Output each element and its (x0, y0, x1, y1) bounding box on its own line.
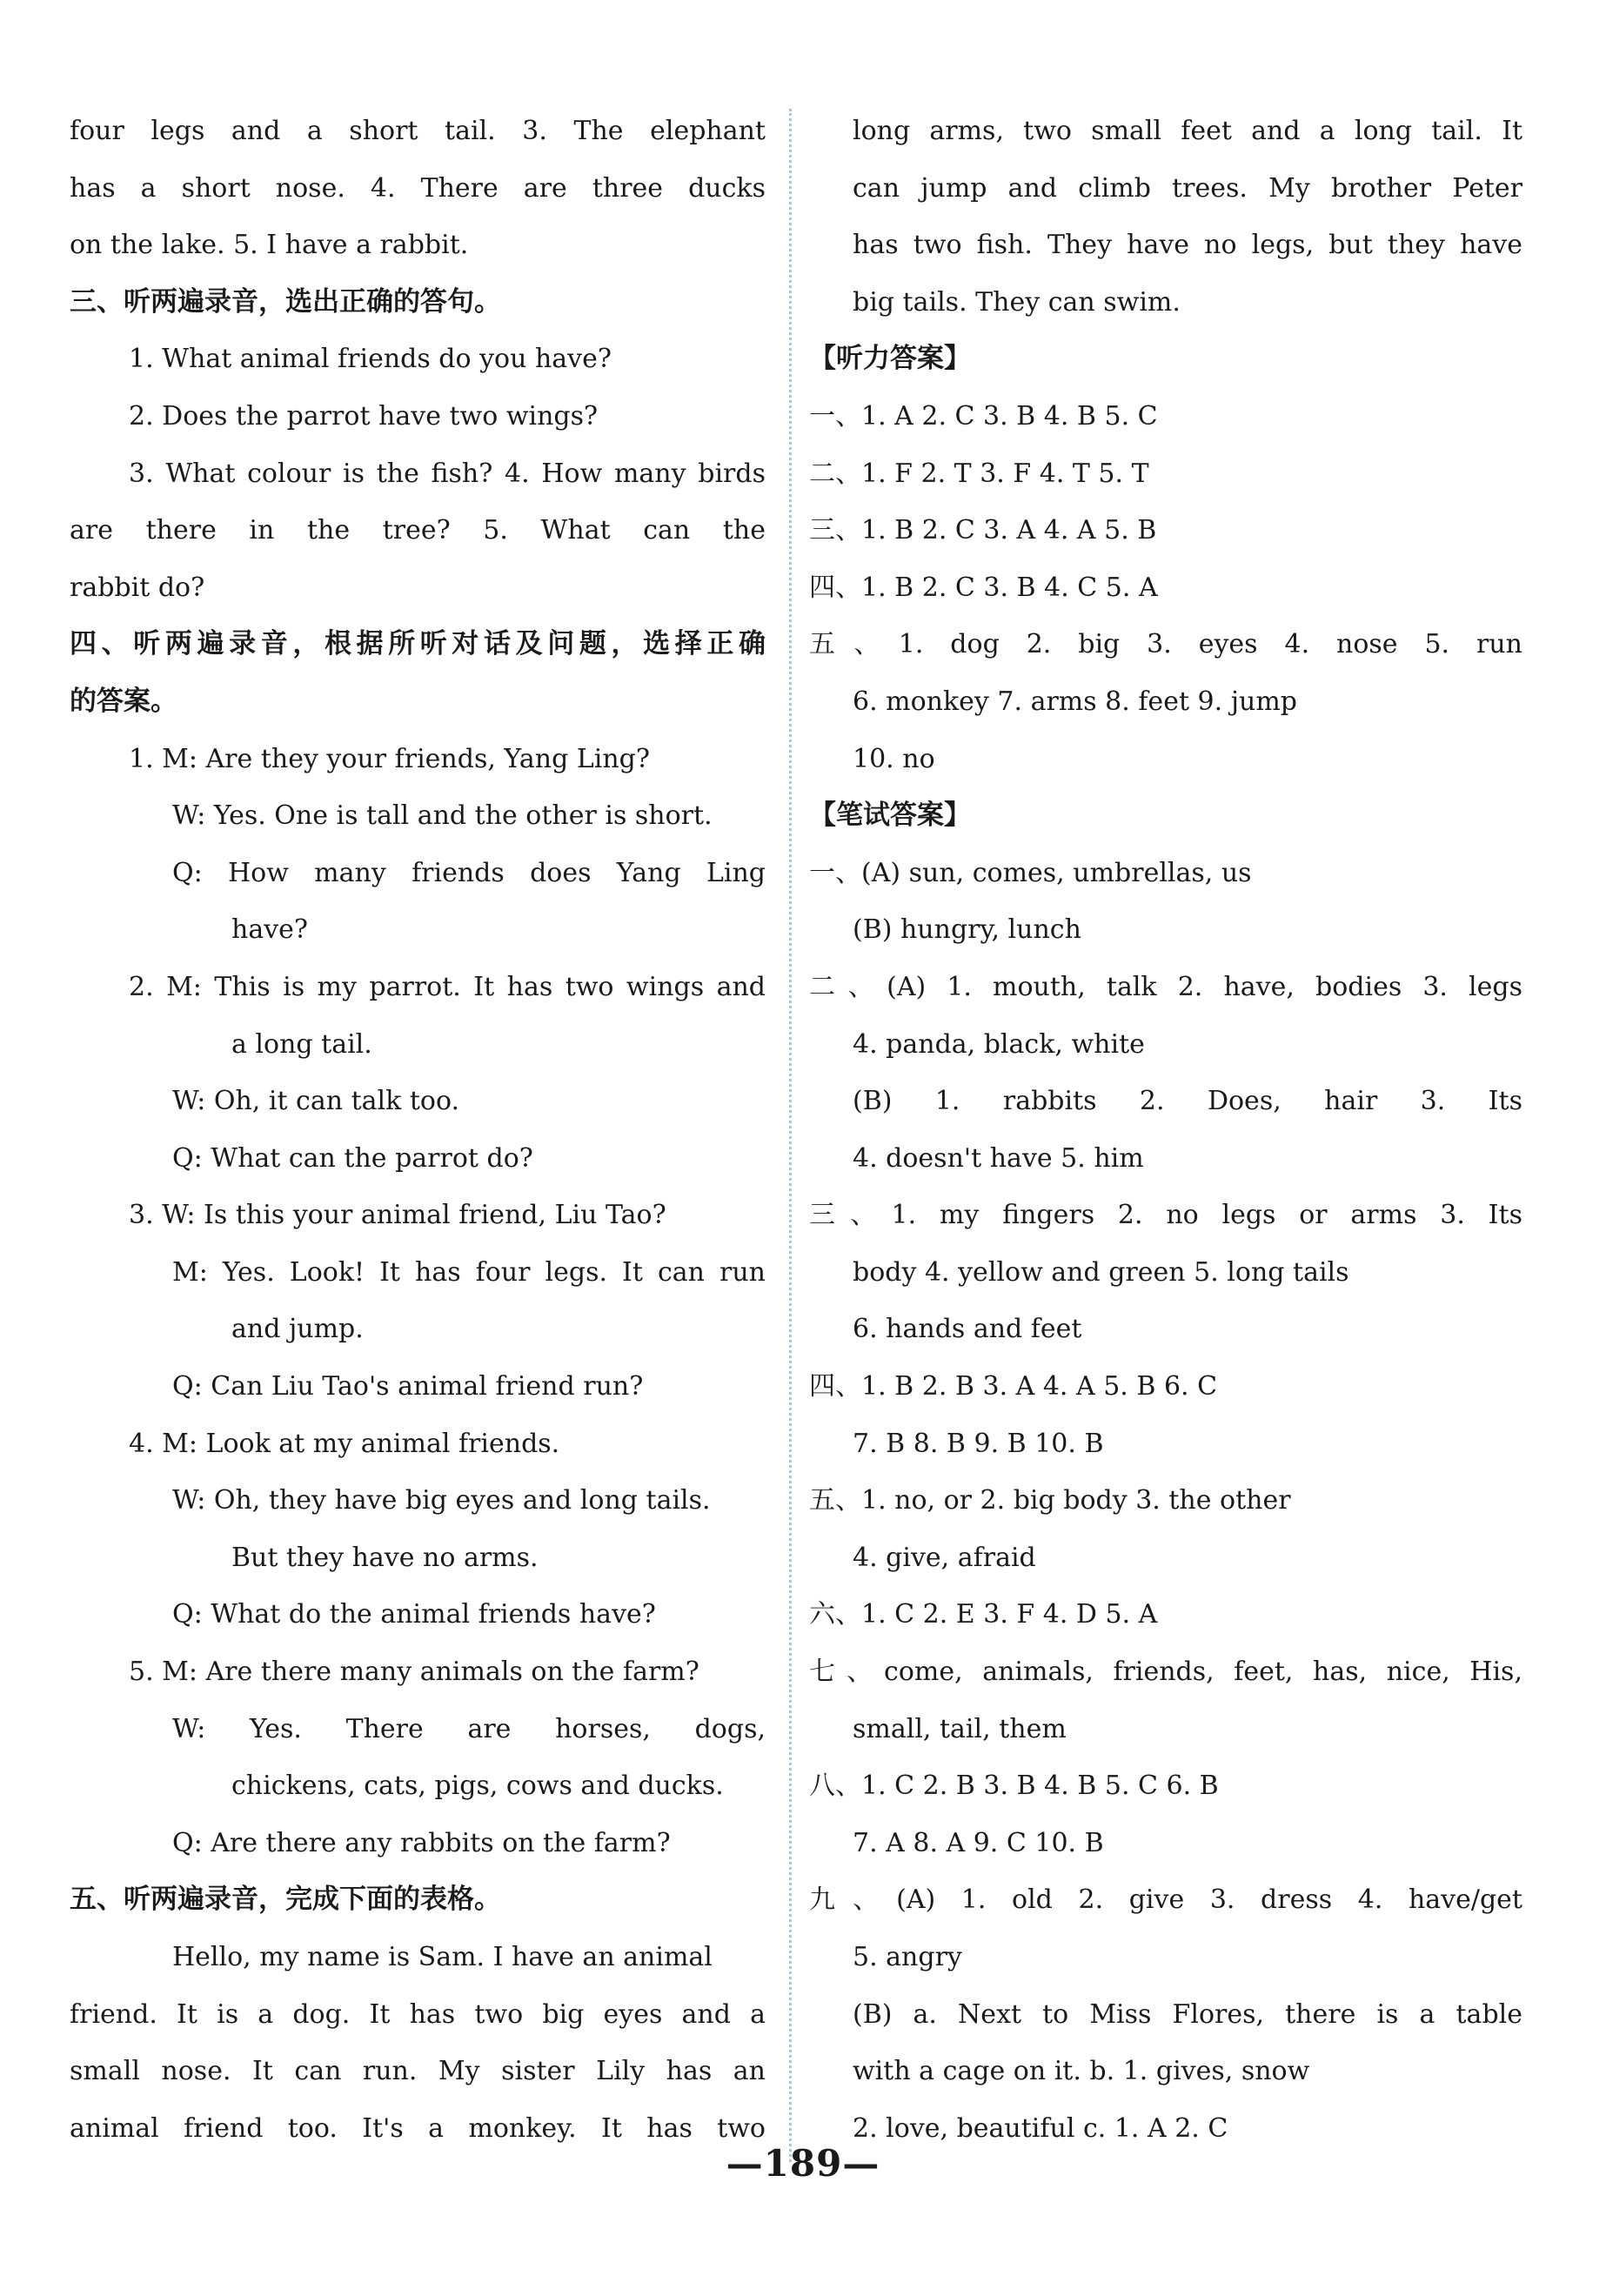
left-line: rabbit do? (70, 572, 205, 603)
left-line: But they have no arms. (231, 1542, 539, 1573)
left-line: 五、听两遍录音，完成下面的表格。 (70, 1884, 501, 1916)
left-line: 4. M: Look at my animal friends. (129, 1428, 560, 1459)
right-line: 四、1. B 2. C 3. B 4. C 5. A (809, 572, 1158, 603)
left-line: 四、听两遍录音，根据所听对话及问题，选择正确 (70, 628, 766, 660)
left-line: 1. What animal friends do you have? (129, 344, 612, 375)
right-line: can jump and climb trees. My brother Peter (853, 172, 1522, 204)
right-line: 五、1. no, or 2. big body 3. the other (809, 1485, 1291, 1516)
left-line: chickens, cats, pigs, cows and ducks. (231, 1771, 724, 1802)
right-line: 三、1. my fingers 2. no legs or arms 3. Its (809, 1200, 1522, 1231)
left-line: M: Yes. Look! It has four legs. It can run (172, 1256, 766, 1288)
left-line: 的答案。 (70, 685, 177, 717)
left-line: Q: How many friends does Yang Ling (172, 857, 766, 888)
right-line: 【听力答案】 (809, 343, 971, 375)
right-line: 七、come, animals, friends, feet, has, nice, His, (809, 1657, 1522, 1688)
right-line: big tails. They can swim. (853, 286, 1181, 318)
left-line: W: Yes. There are horses, dogs, (172, 1713, 766, 1744)
left-line: are there in the tree? 5. What can the (70, 515, 766, 546)
right-line: body 4. yellow and green 5. long tails (853, 1256, 1349, 1288)
right-line: 一、(A) sun, comes, umbrellas, us (809, 857, 1252, 888)
left-line: Q: Are there any rabbits on the farm? (172, 1827, 671, 1858)
right-column (809, 103, 1522, 2157)
left-line: W: Oh, it can talk too. (172, 1086, 460, 1117)
left-line: a long tail. (231, 1028, 372, 1060)
page-number: —189— (726, 2142, 880, 2185)
right-line: (B) 1. rabbits 2. Does, hair 3. Its (853, 1086, 1522, 1117)
left-line: has a short nose. 4. There are three ducks (70, 172, 766, 204)
left-line: friend. It is a dog. It has two big eyes and a (70, 1998, 766, 2030)
right-line: 4. panda, black, white (853, 1028, 1145, 1060)
right-line: 二、(A) 1. mouth, talk 2. have, bodies 3. legs (809, 971, 1522, 1002)
right-line: (B) hungry, lunch (853, 914, 1081, 946)
right-line: 三、1. B 2. C 3. A 4. A 5. B (809, 515, 1157, 546)
left-line: 2. Does the parrot have two wings? (129, 400, 599, 432)
left-line: 5. M: Are there many animals on the farm? (129, 1657, 699, 1688)
left-line: have? (231, 914, 308, 946)
right-line: small, tail, them (853, 1713, 1067, 1744)
right-line: 4. give, afraid (853, 1542, 1036, 1573)
right-line: 八、1. C 2. B 3. B 4. B 5. C 6. B (809, 1771, 1219, 1802)
right-line: 五、1. dog 2. big 3. eyes 4. nose 5. run (809, 629, 1522, 660)
left-line: on the lake. 5. I have a rabbit. (70, 230, 469, 261)
right-line: 一、1. A 2. C 3. B 4. B 5. C (809, 400, 1158, 432)
left-line: 三、听两遍录音，选出正确的答句。 (70, 285, 501, 318)
left-column (70, 103, 766, 2157)
left-line: four legs and a short tail. 3. The elephant (70, 116, 766, 146)
left-line: W: Oh, they have big eyes and long tails. (172, 1485, 711, 1516)
left-line: 3. What colour is the fish? 4. How many birds (129, 458, 766, 489)
left-line: W: Yes. One is tall and the other is short. (172, 800, 713, 832)
right-line: 六、1. C 2. E 3. F 4. D 5. A (809, 1599, 1158, 1630)
right-line: long arms, two small feet and a long tail. It (853, 116, 1522, 146)
right-line: has two fish. They have no legs, but they have (853, 230, 1522, 261)
left-line: 2. M: This is my parrot. It has two wings and (129, 971, 766, 1002)
left-line: and jump. (231, 1314, 364, 1345)
right-line: (B) a. Next to Miss Flores, there is a table (853, 1998, 1522, 2030)
right-line: 九、(A) 1. old 2. give 3. dress 4. have/get (809, 1884, 1522, 1916)
column-divider (789, 109, 792, 2162)
right-line: with a cage on it. b. 1. gives, snow (853, 2056, 1310, 2087)
right-line: 【笔试答案】 (809, 800, 971, 832)
right-line: 7. B 8. B 9. B 10. B (853, 1428, 1104, 1459)
left-line: 3. W: Is this your animal friend, Liu Tao? (129, 1200, 666, 1231)
right-line: 6. hands and feet (853, 1314, 1082, 1345)
left-line: Q: Can Liu Tao's animal friend run? (172, 1371, 644, 1402)
right-line: 2. love, beautiful c. 1. A 2. C (853, 2112, 1228, 2144)
left-line: Q: What can the parrot do? (172, 1142, 533, 1174)
left-line: 1. M: Are they your friends, Yang Ling? (129, 743, 650, 774)
left-line: Hello, my name is Sam. I have an animal (172, 1942, 713, 1972)
right-line: 10. no (853, 743, 935, 774)
right-line: 6. monkey 7. arms 8. feet 9. jump (853, 686, 1297, 717)
left-line: small nose. It can run. My sister Lily has an (70, 2056, 766, 2087)
right-line: 二、1. F 2. T 3. F 4. T 5. T (809, 458, 1149, 489)
right-line: 7. A 8. A 9. C 10. B (853, 1827, 1104, 1858)
left-line: Q: What do the animal friends have? (172, 1599, 656, 1630)
right-line: 5. angry (853, 1942, 962, 1972)
right-line: 四、1. B 2. B 3. A 4. A 5. B 6. C (809, 1371, 1218, 1402)
left-line: animal friend too. It's a monkey. It has two (70, 2112, 766, 2144)
right-line: 4. doesn't have 5. him (853, 1142, 1144, 1174)
